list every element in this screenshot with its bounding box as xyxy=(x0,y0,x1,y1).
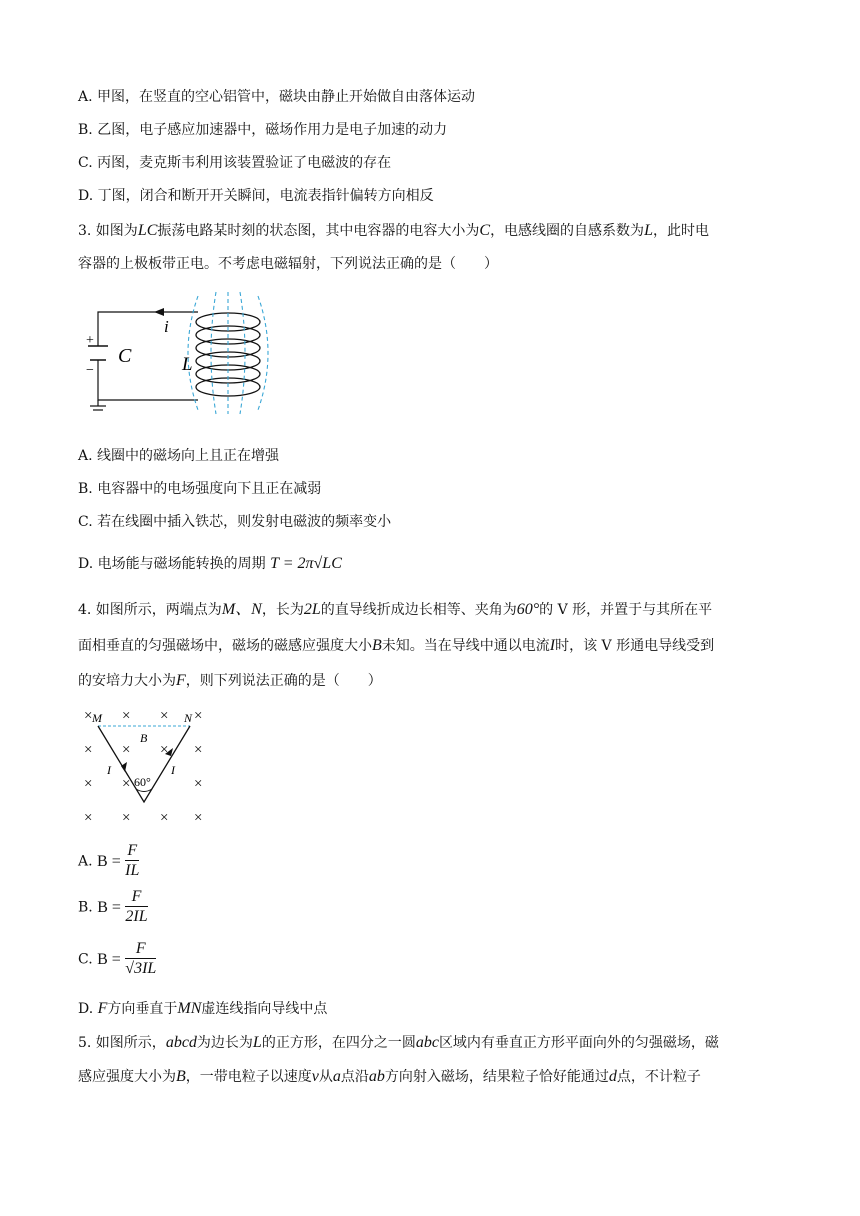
field-cross-mark: × xyxy=(160,742,169,758)
q2-option-a: A. 甲图，在竖直的空心铝管中，磁块由静止开始做自由落体运动 xyxy=(78,89,476,105)
q4-stem-line1: 4. 如图所示，两端点为M、N，长为2L的直导线折成边长相等、夹角为60°的 V 形，并置于与其所在平 xyxy=(78,601,713,618)
q4-stem-line3: 的安培力大小为F，则下列说法正确的是（ ） xyxy=(78,672,382,689)
point-n-label: N xyxy=(184,711,193,725)
q2-option-c: C. 丙图，麦克斯韦利用该装置验证了电磁波的存在 xyxy=(78,155,392,171)
q4-option-a: A. B = $\frac{F}{IL}$ xyxy=(78,842,140,879)
field-cross-mark: × xyxy=(84,776,93,792)
q3-option-d: D. 电场能与磁场能转换的周期 T = 2π√LC xyxy=(78,555,342,572)
current-label: i xyxy=(164,317,169,336)
v-wire-figure xyxy=(78,702,218,828)
field-cross-mark: × xyxy=(194,776,203,792)
q3-option-b: B. 电容器中的电场强度向下且正在减弱 xyxy=(78,481,322,497)
field-cross-mark: × xyxy=(160,708,169,724)
field-cross-mark: × xyxy=(84,742,93,758)
q3-option-a: A. 线圈中的磁场向上且正在增强 xyxy=(78,448,280,464)
field-cross-mark: × xyxy=(84,708,93,724)
field-cross-mark: × xyxy=(122,810,131,826)
field-cross-mark: × xyxy=(122,742,131,758)
field-b-label: B xyxy=(140,731,148,745)
current-left-label: I xyxy=(107,763,111,777)
q2-option-d: D. 丁图，闭合和断开开关瞬间，电流表指针偏转方向相反 xyxy=(78,188,434,204)
field-cross-mark: × xyxy=(194,708,203,724)
field-cross-mark: × xyxy=(84,810,93,826)
capacitor-minus-label: − xyxy=(86,363,94,378)
q3-stem-line1: 3. 如图为LC振荡电路某时刻的状态图，其中电容器的电容大小为C，电感线圈的自感系数为L，此时电 xyxy=(78,222,709,239)
period-formula: T = 2π√LC xyxy=(270,555,342,572)
q4-stem-line2: 面相垂直的匀强磁场中，磁场的磁感应强度大小B未知。当在导线中通以电流I时，该 V 形通电导线受到 xyxy=(78,637,715,654)
field-cross-mark: × xyxy=(160,810,169,826)
angle-label: 60° xyxy=(134,775,151,789)
field-cross-mark: × xyxy=(122,776,131,792)
field-cross-mark: × xyxy=(194,810,203,826)
q3-stem-line2: 容器的上极板带正电。不考虑电磁辐射，下列说法正确的是（ ） xyxy=(78,256,498,272)
capacitor-plus-label: + xyxy=(86,333,94,348)
q4-option-b: B. B = $\frac{F}{2IL}$ xyxy=(78,888,148,925)
q4-option-d: D. F方向垂直于MN虚连线指向导线中点 xyxy=(78,1000,328,1017)
q2-option-b: B. 乙图，电子感应加速器中，磁场作用力是电子加速的动力 xyxy=(78,122,448,138)
current-right-label: I xyxy=(171,763,175,777)
q5-stem-line2: 感应强度大小为B，一带电粒子以速度v从a点沿ab方向射入磁场，结果粒子恰好能通过d点，不计粒子 xyxy=(78,1068,701,1085)
q3-option-c: C. 若在线圈中插入铁芯，则发射电磁波的频率变小 xyxy=(78,514,392,530)
q4-option-c: C. B = $\frac{F}{√3IL}$ xyxy=(78,940,157,977)
capacitor-label: C xyxy=(118,345,132,367)
point-m-label: M xyxy=(92,711,102,725)
field-cross-mark: × xyxy=(194,742,203,758)
field-cross-mark: × xyxy=(122,708,131,724)
inductor-label: L xyxy=(182,354,193,375)
q5-stem-line1: 5. 如图所示，abcd为边长为L的正方形，在四分之一圆abc区域内有垂直正方形平面向外的匀强磁场，磁 xyxy=(78,1034,719,1051)
lc-circuit-figure xyxy=(78,288,278,418)
